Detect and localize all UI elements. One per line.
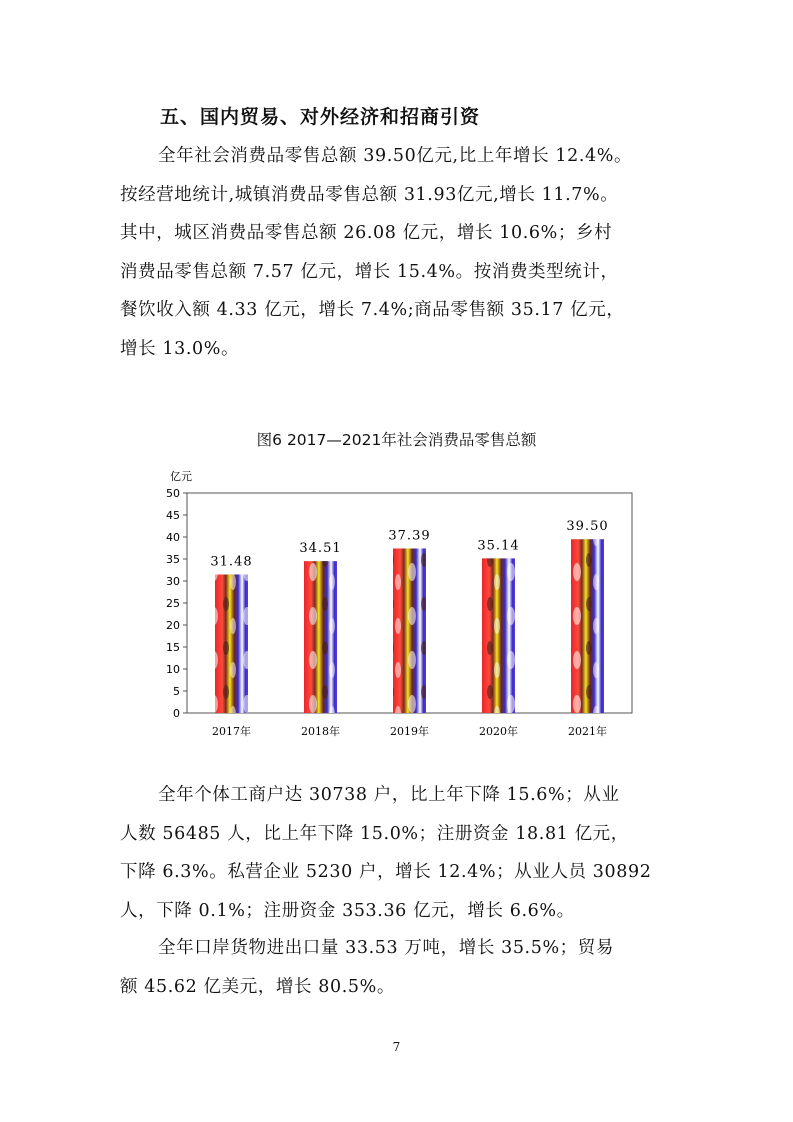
y-tick-label: 0 <box>173 707 180 720</box>
bar-value-label: 39.50 <box>566 519 609 535</box>
bar-pattern <box>482 558 515 713</box>
y-tick-label: 20 <box>166 619 180 632</box>
text-line: 其中，城区消费品零售总额 26.08 亿元，增长 10.6%；乡村 <box>120 223 613 243</box>
x-tick-label: 2020年 <box>479 725 518 738</box>
section-heading: 五、国内贸易、对外经济和招商引资 <box>160 106 481 128</box>
text-line: 全年社会消费品零售总额 39.50亿元,比上年增长 12.4%。 <box>158 146 633 166</box>
text-line: 下降 6.3%。私营企业 5230 户，增长 12.4%；从业人员 30892 <box>120 862 652 882</box>
bar-pattern <box>215 574 248 713</box>
text-line: 按经营地统计,城镇消费品零售总额 31.93亿元,增长 11.7%。 <box>120 184 619 205</box>
text-line: 额 45.62 亿美元，增长 80.5%。 <box>120 976 395 997</box>
text-line: 人，下降 0.1%；注册资金 353.36 亿元，增长 6.6%。 <box>120 900 575 921</box>
text-line: 全年口岸货物进出口量 33.53 万吨，增长 35.5%；贸易 <box>158 938 614 958</box>
text-line: 全年个体工商户达 30738 户，比上年下降 15.6%；从业 <box>158 785 620 805</box>
paragraph-port-trade <box>120 929 680 1006</box>
text-line: 餐饮收入额 4.33 亿元，增长 7.4%;商品零售额 35.17 亿元， <box>120 300 625 320</box>
x-tick-label: 2017年 <box>212 725 251 738</box>
bar-pattern <box>393 548 426 713</box>
bar-value-label: 34.51 <box>299 541 342 557</box>
x-axis <box>212 724 607 738</box>
y-tick-label: 45 <box>166 509 180 522</box>
y-tick-label: 35 <box>166 553 180 566</box>
text-line: 人数 56485 人，比上年下降 15.0%；注册资金 18.81 亿元， <box>120 823 629 844</box>
bar-pattern <box>304 561 337 713</box>
y-axis-label: 亿元 <box>170 470 192 483</box>
y-tick-label: 10 <box>166 663 180 676</box>
y-axis <box>166 487 187 720</box>
retail-sales-chart <box>140 462 640 752</box>
x-tick-label: 2021年 <box>568 725 607 738</box>
x-tick-label: 2018年 <box>301 725 340 738</box>
bar-value-label: 31.48 <box>210 554 253 570</box>
y-tick-label: 15 <box>166 641 180 654</box>
y-tick-label: 30 <box>166 575 180 588</box>
y-tick-label: 5 <box>173 685 180 698</box>
paragraph-private-business <box>120 776 680 930</box>
text-line: 增长 13.0%。 <box>120 338 240 359</box>
bar-value-label: 37.39 <box>388 528 431 544</box>
bar-value-label: 35.14 <box>477 538 520 554</box>
page-number: 7 <box>392 1040 401 1054</box>
text-line: 消费品零售总额 7.57 亿元，增长 15.4%。按消费类型统计， <box>120 261 619 282</box>
x-tick-label: 2019年 <box>390 725 429 738</box>
paragraph-retail <box>120 137 680 368</box>
bars <box>210 519 608 713</box>
y-tick-label: 50 <box>166 487 180 500</box>
y-tick-label: 40 <box>166 531 180 544</box>
bar-pattern <box>571 539 604 713</box>
y-tick-label: 25 <box>166 597 180 610</box>
chart-title: 图6 2017—2021年社会消费品零售总额 <box>256 431 537 449</box>
